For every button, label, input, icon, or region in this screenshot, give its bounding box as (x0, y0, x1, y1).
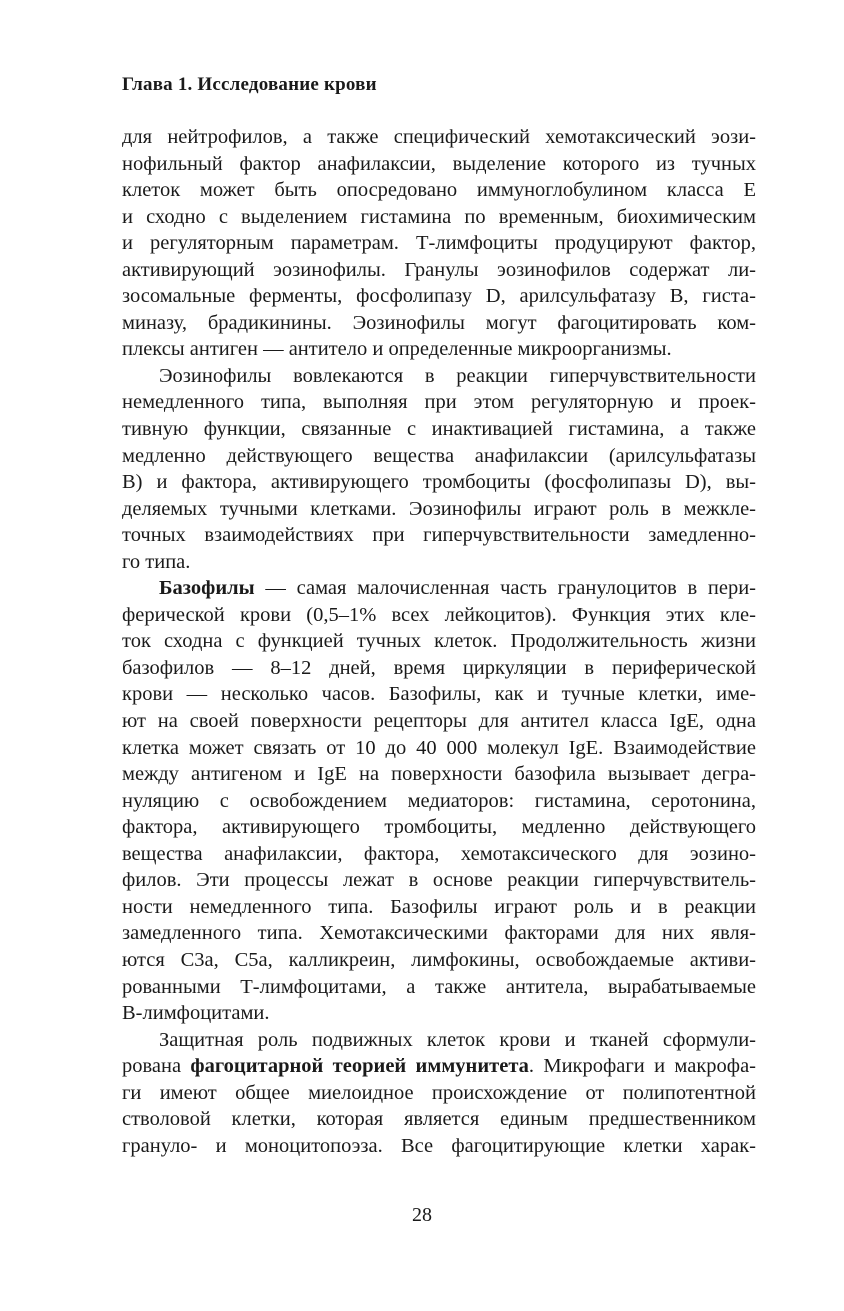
text-line: медленно действующего вещества анафилаксии (арилсульфатазы (122, 444, 756, 467)
page-number: 28 (412, 1204, 432, 1226)
text-line: Защитная роль подвижных клеток крови и тканей сформули- (159, 1028, 756, 1051)
term-basophils: Базофилы (159, 577, 255, 600)
text-line: немедленного типа, выполняя при этом регуляторную и проек- (122, 391, 756, 414)
text-line: крови — несколько часов. Базофилы, как и тучные клетки, име- (122, 683, 756, 706)
text-line: и регуляторным параметрам. Т-лимфоциты продуцируют фактор, (122, 232, 756, 255)
text-line: рованными Т-лимфоцитами, а также антитела, вырабатываемые (122, 975, 756, 998)
text-line: ги имеют общее миелоидное происхождение от полипотентной (122, 1081, 756, 1104)
text-line: клеток может быть опосредовано иммуноглобулином класса Е (122, 179, 756, 202)
text-line: для нейтрофилов, а также специфический хемотаксический эози- (122, 126, 756, 148)
text-line: базофилов — 8–12 дней, время циркуляции в периферической (122, 656, 756, 679)
text-line: клетка может связать от 10 до 40 000 молекул IgE. Взаимодействие (122, 736, 756, 759)
text-line: В-лимфоцитами. (122, 1002, 270, 1025)
text-line: и сходно с выделением гистамина по временным, биохимическим (122, 205, 756, 228)
term-phagocytic-theory: фагоцитарной теорией иммунитета (190, 1055, 529, 1078)
text-line: плексы антиген — антитело и определенные микроорганизмы. (122, 338, 672, 361)
text-line (122, 575, 756, 602)
text-line: нофильный фактор анафилаксии, выделение которого из тучных (122, 152, 756, 175)
text-line: грануло- и моноцитопоэза. Все фагоцитирующие клетки харак- (122, 1134, 756, 1157)
text-line: деляемых тучными клетками. Эозинофилы играют роль в межкле- (122, 497, 756, 520)
text-line: ются C3a, C5a, калликреин, лимфокины, освобождаемые активи- (122, 948, 756, 971)
text-line: тивную функции, связанные с инактивацией гистамина, а также (122, 418, 756, 441)
text-line: филов. Эти процессы лежат в основе реакции гиперчувствитель- (122, 869, 756, 892)
text-line: между антигеном и IgE на поверхности базофила вызывает дегра- (122, 763, 756, 786)
text-line: активирующий эозинофилы. Гранулы эозинофилов содержат ли- (122, 258, 756, 281)
text-line: точных взаимодействиях при гиперчувствительности замедленно- (122, 524, 756, 547)
text-line: зосомальные ферменты, фосфолипазу D, арилсульфатазу В, гиста- (122, 285, 756, 308)
text-fragment: — самая малочисленная часть гранулоцитов в пери- (254, 577, 756, 600)
text-line: го типа. (122, 550, 191, 573)
text-line: ности немедленного типа. Базофилы играют роль и в реакции (122, 895, 756, 918)
text-fragment: . Микрофаги и макрофа- (528, 1055, 756, 1078)
text-line (122, 1053, 756, 1080)
text-line: ток сходна с функцией тучных клеток. Продолжительность жизни (122, 630, 756, 653)
text-line: миназу, брадикинины. Эозинофилы могут фагоцитировать ком- (122, 311, 756, 334)
text-line: ют на своей поверхности рецепторы для антител класса IgE, одна (122, 710, 756, 733)
running-head: Глава 1. Исследование крови (122, 74, 377, 95)
body-text (122, 124, 756, 1159)
text-line: нуляцию с освобождением медиаторов: гистамина, серотонина, (122, 789, 756, 812)
text-line: замедленного типа. Хемотаксическими факторами для них явля- (122, 922, 756, 945)
text-line: В) и фактора, активирующего тромбоциты (фосфолипазы D), вы- (122, 471, 756, 494)
text-line: стволовой клетки, которая является единым предшественником (122, 1108, 756, 1131)
text-line: ферической крови (0,5–1% всех лейкоцитов). Функция этих кле- (122, 603, 756, 626)
text-line: фактора, активирующего тромбоциты, медленно действующего (122, 816, 756, 839)
text-line: Эозинофилы вовлекаются в реакции гиперчувствительности (159, 364, 756, 387)
text-fragment: рована (122, 1055, 191, 1078)
text-line: вещества анафилаксии, фактора, хемотаксического для эозино- (122, 842, 756, 865)
